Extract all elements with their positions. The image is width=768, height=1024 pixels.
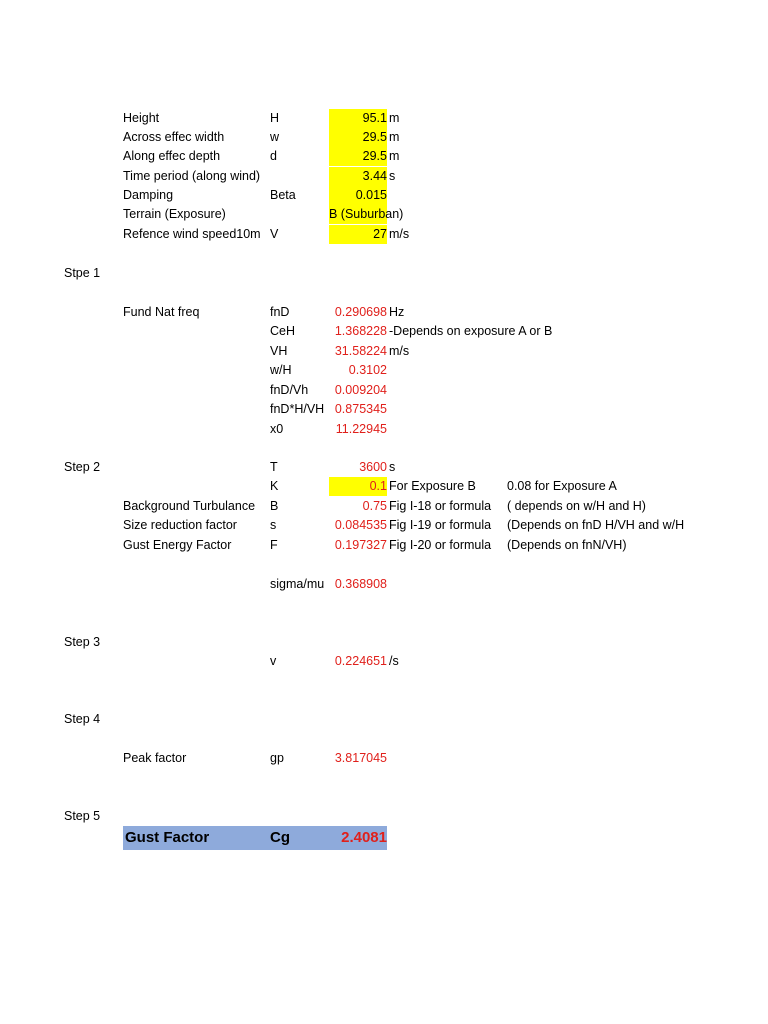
step-title: Step 2 — [64, 460, 101, 474]
row-unit: Fig I-18 or formula — [389, 499, 492, 513]
row-symbol: fnD*H/VH — [270, 402, 325, 416]
input-symbol: w — [270, 130, 280, 144]
row-value[interactable]: 1.368228 — [334, 324, 387, 338]
input-value[interactable]: 29.5 — [329, 147, 387, 166]
input-value[interactable]: 95.1 — [329, 109, 387, 128]
input-label: Damping — [123, 188, 174, 202]
row-symbol: B — [270, 499, 279, 513]
input-symbol: Beta — [270, 188, 296, 202]
row-value[interactable]: 0.1 — [329, 477, 387, 496]
row-symbol: K — [270, 479, 279, 493]
input-label: Height — [123, 111, 160, 125]
row-value[interactable]: 3.817045 — [334, 751, 387, 765]
row-symbol: T — [270, 460, 278, 474]
row-unit: Hz — [389, 305, 405, 319]
input-symbol: V — [270, 227, 279, 241]
row-symbol: w/H — [270, 363, 292, 377]
row-note: ( depends on w/H and H) — [507, 499, 646, 513]
input-unit: m — [389, 130, 400, 144]
row-label: Size reduction factor — [123, 518, 237, 532]
row-value[interactable]: 31.58224 — [334, 344, 387, 358]
input-unit: m — [389, 149, 400, 163]
row-unit: s — [389, 460, 396, 474]
row-label: Gust Energy Factor — [123, 538, 232, 552]
row-value[interactable]: 0.290698 — [334, 305, 387, 319]
row-symbol: fnD — [270, 305, 290, 319]
row-unit: Fig I-19 or formula — [389, 518, 492, 532]
row-unit: -Depends on exposure A or B — [389, 324, 553, 338]
row-label: Fund Nat freq — [123, 305, 200, 319]
row-note: 0.08 for Exposure A — [507, 479, 617, 493]
input-label: Time period (along wind) — [123, 169, 261, 183]
row-unit: For Exposure B — [389, 479, 476, 493]
input-value[interactable]: 29.5 — [329, 128, 387, 147]
input-label: Across effec width — [123, 130, 225, 144]
input-label: Refence wind speed10m — [123, 227, 261, 241]
input-value[interactable]: 0.015 — [329, 186, 387, 205]
step-title: Stpe 1 — [64, 266, 101, 280]
step-title: Step 4 — [64, 712, 101, 726]
input-value[interactable]: B (Suburban) — [329, 205, 387, 224]
row-note: (Depends on fnN/VH) — [507, 538, 627, 552]
row-value[interactable]: 0.224651 — [334, 654, 387, 668]
row-label: Peak factor — [123, 751, 187, 765]
row-value[interactable]: 0.875345 — [334, 402, 387, 416]
row-unit: /s — [389, 654, 399, 668]
row-symbol: F — [270, 538, 278, 552]
row-unit: m/s — [389, 344, 410, 358]
input-unit: s — [389, 169, 396, 183]
step-title: Step 5 — [64, 809, 101, 823]
row-symbol: x0 — [270, 422, 284, 436]
row-symbol: fnD/Vh — [270, 383, 309, 397]
row-symbol: s — [270, 518, 277, 532]
input-unit: m/s — [389, 227, 410, 241]
row-symbol: CeH — [270, 324, 296, 338]
row-symbol: gp — [270, 751, 284, 765]
step-title: Step 3 — [64, 635, 101, 649]
sigma-symbol: sigma/mu — [270, 577, 325, 591]
input-label: Terrain (Exposure) — [123, 207, 226, 221]
row-value[interactable]: 0.75 — [362, 499, 387, 513]
row-note: (Depends on fnD H/VH and w/H — [507, 518, 685, 532]
row-unit: Fig I-20 or formula — [389, 538, 492, 552]
row-value[interactable]: 0.197327 — [334, 538, 387, 552]
input-unit: m — [389, 111, 400, 125]
row-label: Background Turbulance — [123, 499, 256, 513]
gust-factor-value[interactable]: 2.4081 — [341, 829, 387, 846]
input-label: Along effec depth — [123, 149, 221, 163]
row-value[interactable]: 0.084535 — [334, 518, 387, 532]
input-symbol: H — [270, 111, 280, 125]
sigma-value[interactable]: 0.368908 — [334, 577, 387, 591]
row-value[interactable]: 0.3102 — [348, 363, 387, 377]
gust-factor-symbol: Cg — [270, 829, 290, 846]
row-value[interactable]: 3600 — [359, 460, 387, 474]
input-value[interactable]: 3.44 — [329, 167, 387, 186]
row-symbol: v — [270, 654, 277, 668]
input-symbol: d — [270, 149, 277, 163]
row-value[interactable]: 11.22945 — [335, 422, 387, 436]
gust-factor-label: Gust Factor — [125, 829, 210, 846]
row-symbol: VH — [270, 344, 288, 358]
row-value[interactable]: 0.009204 — [334, 383, 387, 397]
input-value[interactable]: 27 — [329, 225, 387, 244]
